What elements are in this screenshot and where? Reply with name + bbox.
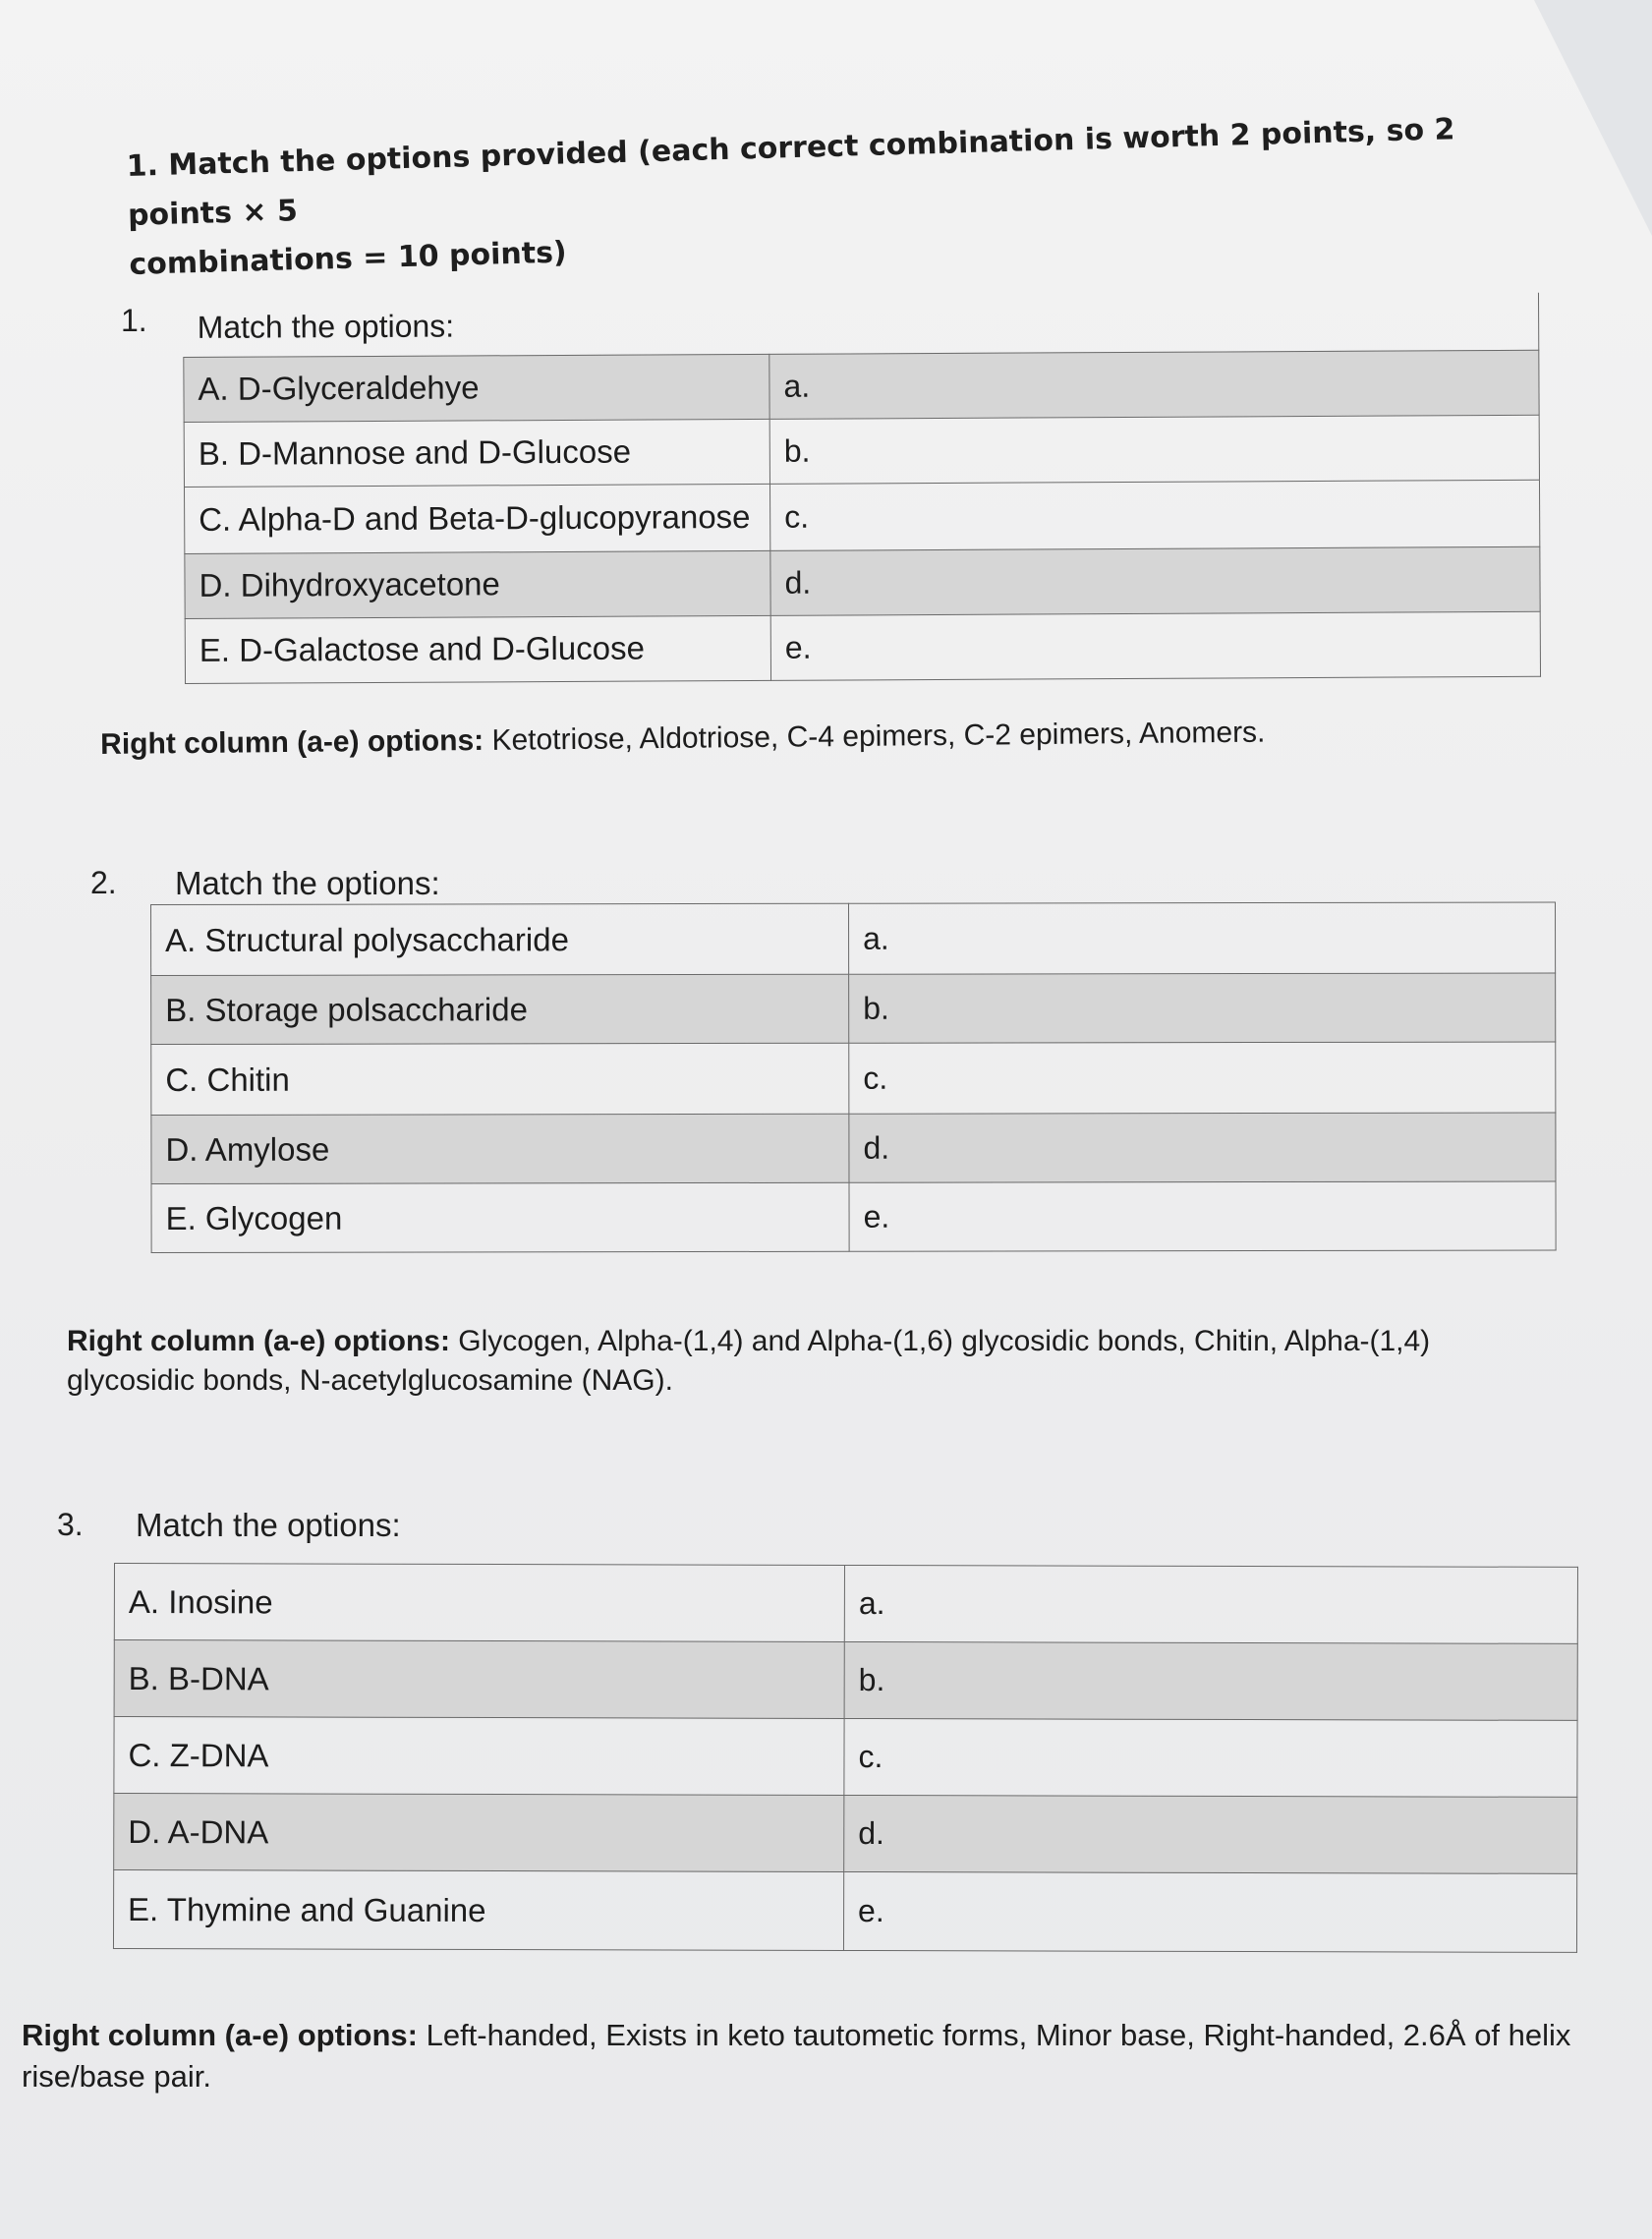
section-1-table — [183, 293, 1541, 684]
section-1-options-text: Ketotriose, Aldotriose, C-4 epimers, C-2 epimers, Anomers. — [483, 716, 1266, 757]
section-2-table — [150, 902, 1557, 1253]
section-1-options-label: Right column (a-e) options: — [100, 723, 484, 761]
row-answer-cell: c. — [769, 480, 1539, 550]
section-3-table — [113, 1563, 1578, 1953]
section-2-options — [67, 1322, 1541, 1401]
table-row — [114, 1640, 1577, 1721]
section-1-title-row — [184, 293, 1539, 357]
row-answer-cell: a. — [844, 1565, 1577, 1643]
row-answer-cell: a. — [769, 350, 1539, 419]
table-row — [151, 902, 1556, 975]
section-1-options — [100, 711, 1555, 765]
row-answer-cell: d. — [844, 1795, 1577, 1873]
table-row — [185, 611, 1540, 683]
row-answer-cell: d. — [849, 1113, 1556, 1182]
table-row — [114, 1564, 1577, 1644]
table-row — [184, 480, 1539, 553]
row-answer-cell: c. — [844, 1718, 1577, 1797]
table-row — [184, 350, 1539, 422]
section-2-title: Match the options: — [175, 865, 440, 901]
section-3-title: Match the options: — [136, 1507, 401, 1543]
section-2-options-text: Glycogen, Alpha-(1,4) and Alpha-(1,6) glycosidic bonds, Chitin, Alpha-(1,4) glycosidic bonds, N-acetylglucosamine (NAG). — [67, 1325, 1431, 1397]
row-left-cell: E. Glycogen — [151, 1182, 849, 1252]
table-row — [151, 973, 1556, 1044]
page-corner — [1534, 0, 1652, 236]
table-row — [114, 1717, 1577, 1798]
row-answer-cell: e. — [849, 1181, 1556, 1251]
row-left-cell: D. A-DNA — [114, 1794, 844, 1872]
section-3-options — [22, 2015, 1584, 2097]
question-heading-line-2: combinations = 10 points) — [128, 235, 568, 282]
row-answer-cell: b. — [849, 973, 1556, 1043]
row-answer-cell: d. — [770, 546, 1540, 615]
row-left-cell: B. Storage polsaccharide — [151, 974, 849, 1044]
table-row — [113, 1870, 1576, 1953]
question-heading — [126, 103, 1545, 290]
section-2-number: 2. — [90, 865, 117, 900]
row-left-cell: E. D-Galactose and D-Glucose — [185, 615, 770, 683]
row-left-cell: B. B-DNA — [114, 1640, 844, 1719]
table-row — [151, 1181, 1556, 1252]
table-row — [151, 1042, 1556, 1115]
table-row — [184, 415, 1539, 487]
row-left-cell: D. Amylose — [151, 1114, 849, 1183]
row-answer-cell: e. — [770, 611, 1540, 680]
row-answer-cell: b. — [769, 415, 1539, 484]
table-row — [151, 1113, 1556, 1183]
row-left-cell: A. Structural polysaccharide — [151, 903, 849, 975]
row-left-cell: C. Chitin — [151, 1043, 849, 1115]
table-row — [114, 1794, 1577, 1874]
row-answer-cell: c. — [849, 1042, 1556, 1114]
section-1-title: Match the options: — [184, 293, 1539, 357]
section-2-options-label: Right column (a-e) options: — [67, 1325, 450, 1357]
row-left-cell: A. D-Glyceraldehye — [184, 354, 769, 422]
row-left-cell: E. Thymine and Guanine — [113, 1870, 843, 1951]
row-left-cell: A. Inosine — [114, 1564, 844, 1642]
row-left-cell: B. D-Mannose and D-Glucose — [184, 419, 769, 487]
row-answer-cell: e. — [843, 1871, 1576, 1952]
row-left-cell: D. Dihydroxyacetone — [185, 550, 770, 618]
row-left-cell: C. Alpha-D and Beta-D-glucopyranose — [184, 484, 769, 553]
section-1-number: 1. — [121, 303, 147, 338]
table-row — [185, 546, 1540, 618]
row-left-cell: C. Z-DNA — [114, 1717, 844, 1796]
row-answer-cell: a. — [848, 902, 1555, 974]
section-3-options-label: Right column (a-e) options: — [22, 2018, 418, 2052]
section-3-number: 3. — [57, 1507, 84, 1542]
row-answer-cell: b. — [844, 1641, 1577, 1720]
section-3-options-text: Left-handed, Exists in keto tautometic forms, Minor base, Right-handed, 2.6Å of helix rise/base pair. — [22, 2018, 1571, 2094]
question-heading-line-1: 1. Match the options provided (each correct combination is worth 2 points, so 2 points × 5 — [126, 112, 1455, 233]
